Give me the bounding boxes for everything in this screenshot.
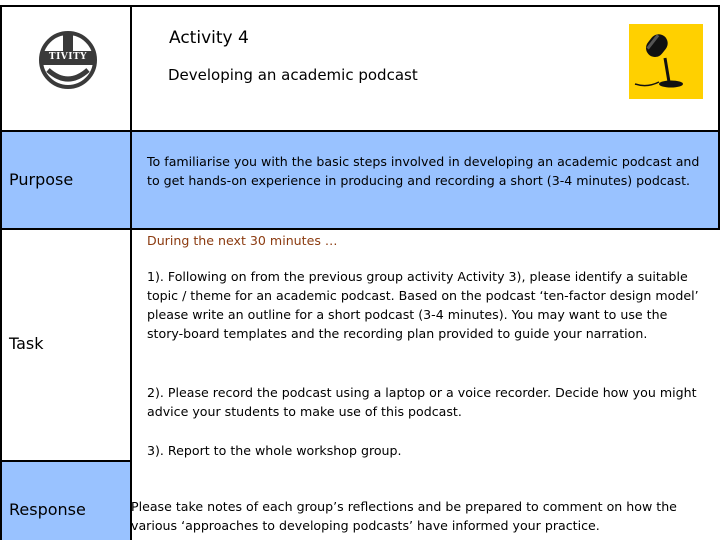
page-subtitle: Developing an academic podcast (168, 66, 418, 84)
task-step-3: 3). Report to the whole workshop group. (147, 443, 402, 458)
row-divider-3 (0, 460, 131, 462)
response-text: Please take notes of each group’s reflections and be prepared to comment on how the various ‘approaches to developing podcasts’ have informed your practice. (131, 499, 677, 533)
row-divider-1 (0, 130, 720, 132)
response-label: Response (9, 500, 86, 519)
logo (38, 30, 98, 90)
purpose-text: To familiarise you with the basic steps involved in developing an academic podcast and to get hands-on experience in producing and recording a short (3-4 minutes) podcast. (147, 154, 700, 188)
microphone-icon (629, 24, 703, 99)
row-divider-2 (0, 228, 720, 230)
purpose-label: Purpose (9, 170, 74, 189)
task-step-2: 2). Please record the podcast using a laptop or a voice recorder. Decide how you might advice your students to make use of this podcast. (147, 385, 697, 419)
page-title: Activity 4 (169, 28, 249, 48)
logo-text: TIVITY (48, 52, 88, 62)
top-border (0, 5, 720, 7)
task-intro: During the next 30 minutes … (147, 233, 338, 248)
task-step-1: 1). Following on from the previous group activity Activity 3), please identify a suitable topic / theme for an academic podcast. Based on the podcast ‘ten-factor design model’ please write an outline for a short podcast (3-4 minutes). You may want to use the story-board templates and the recording plan provided to guide your narration. (147, 269, 699, 341)
task-label: Task (9, 334, 44, 353)
